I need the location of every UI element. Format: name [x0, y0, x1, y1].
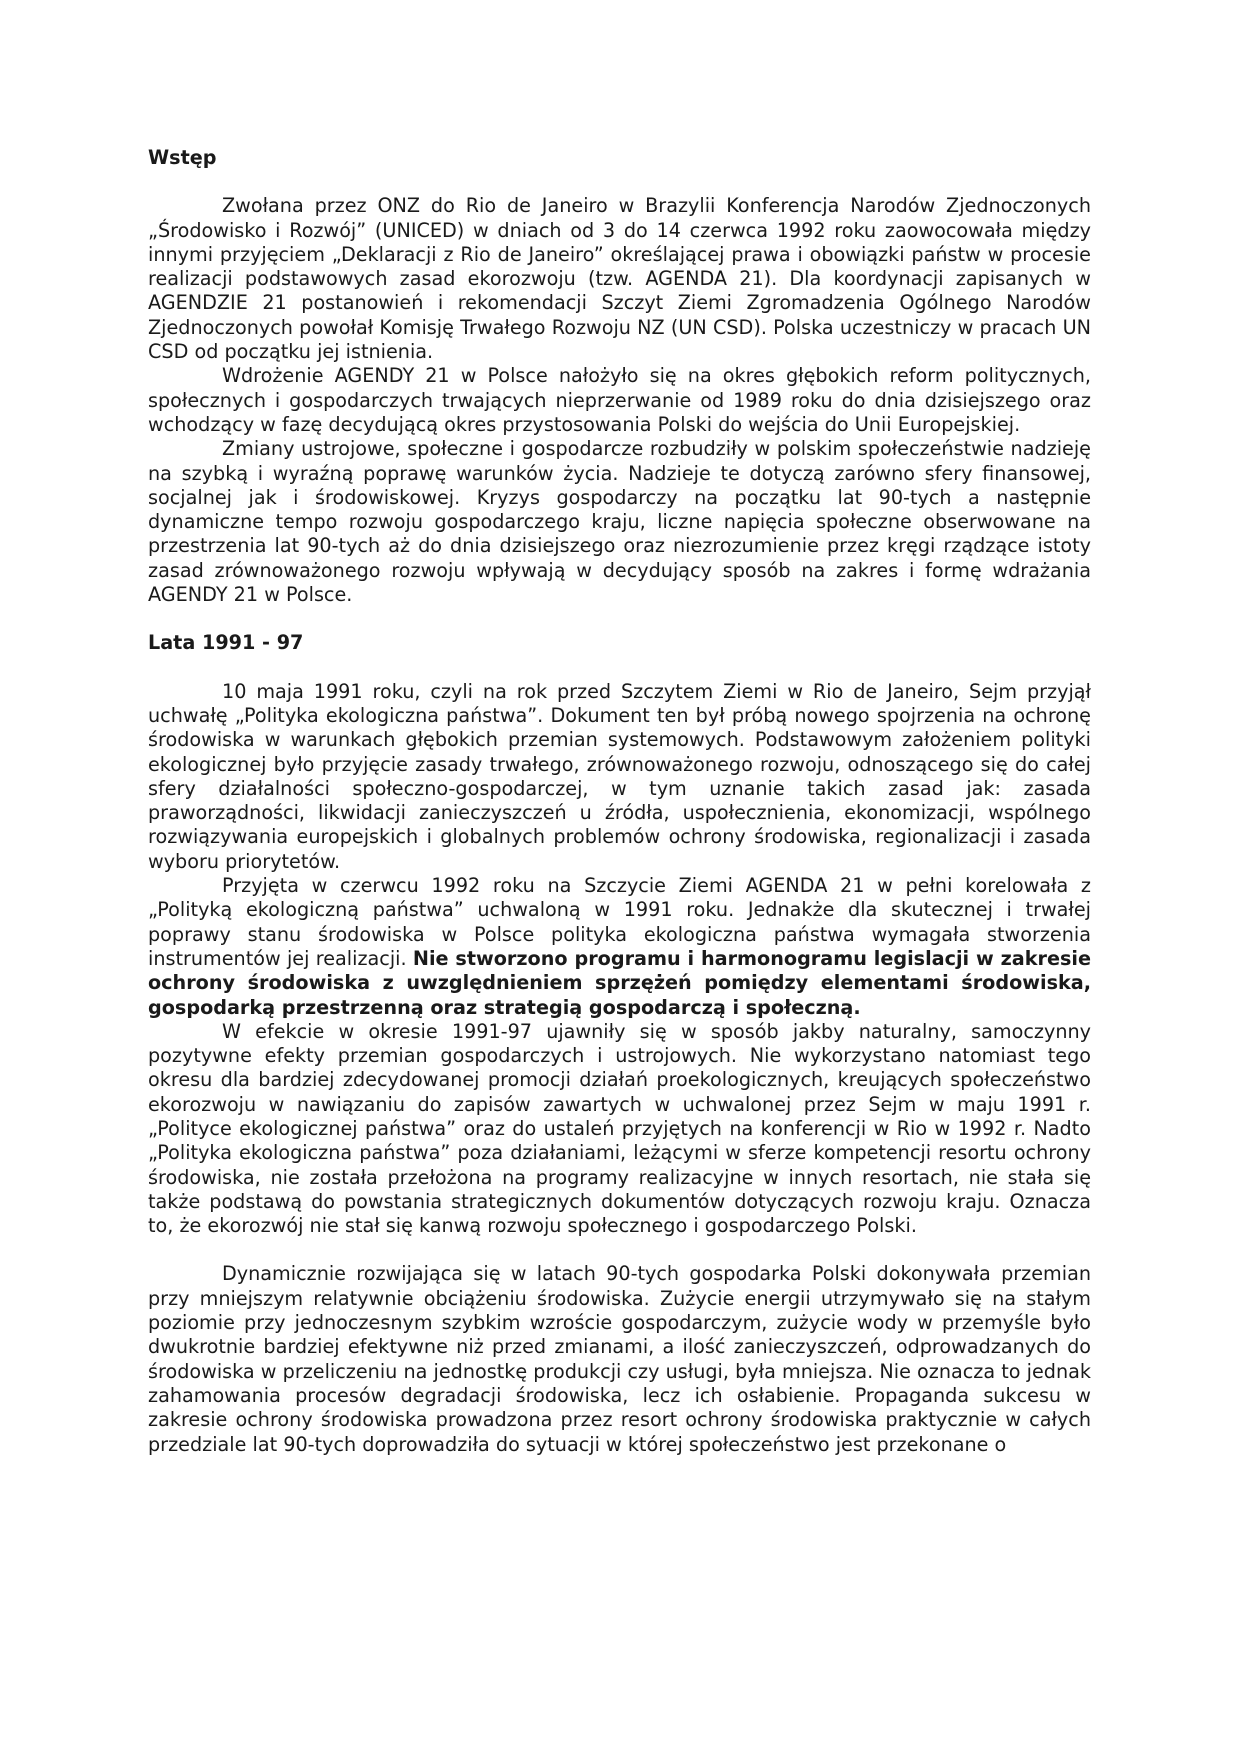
document-page — [148, 146, 1091, 1457]
paragraph-intro-3: Zmiany ustrojowe, społeczne i gospodarcze rozbudziły w polskim społeczeństwie nadzieję na szybką i wyraźną poprawę warunków życia. Nadzieje te dotyczą zarówno sfery finansowej, socjalnej jak i środowiskowej. Kryzys gospodarczy na początku lat 90-tych a następnie dynamiczne tempo rozwoju gospodarczego kraju, liczne napięcia społeczne obserwowane na przestrzenia lat 90-tych aż do dnia dzisiejszego oraz niezrozumienie przez kręgi rządzące istoty zasad zrównoważonego rozwoju wpływają w decydujący sposób na zakres i formę wdrażania AGENDY 21 w Polsce. — [148, 437, 1091, 607]
paragraph-1991-4: Dynamicznie rozwijająca się w latach 90-tych gospodarka Polski dokonywała przemian przy mniejszym relatywnie obciążeniu środowiska. Zużycie energii utrzymywało się na stałym poziomie przy jednoczesnym szybkim wzroście gospodarczym, zużycie wody w przemyśle było dwukrotnie bardziej efektywne niż przed zmianami, a ilość zanieczyszczeń, odprowadzanych do środowiska w przeliczeniu na jednostkę produkcji czy usługi, była mniejsza. Nie oznacza to jednak zahamowania procesów degradacji środowiska, lecz ich osłabienie. Propaganda sukcesu w zakresie ochrony środowiska prowadzona przez resort ochrony środowiska praktycznie w całych przedziale lat 90-tych doprowadziła do sytuacji w której społeczeństwo jest przekonane o — [148, 1262, 1091, 1456]
paragraph-intro-1: Zwołana przez ONZ do Rio de Janeiro w Brazylii Konferencja Narodów Zjednoczonych „Środowisko i Rozwój” (UNICED) w dniach od 3 do 14 czerwca 1992 roku zaowocowała między innymi przyjęciem „Deklaracji z Rio de Janeiro” określającej prawa i obowiązki państw w procesie realizacji podstawowych zasad ekorozwoju (tzw. AGENDA 21). Dla koordynacji zapisanych w AGENDZIE 21 postanowień i rekomendacji Szczyt Ziemi Zgromadzenia Ogólnego Narodów Zjednoczonych powołał Komisję Trwałego Rozwoju NZ (UN CSD). Polska uczestniczy w pracach UN CSD od początku jej istnienia. — [148, 194, 1091, 364]
paragraph-1991-2-bold-text: Nie stworzono programu i harmonogramu legislacji w zakresie ochrony środowiska z uwzględnieniem sprzężeń pomiędzy elementami środowiska, gospodarką przestrzenną oraz strategią gospodarczą i społeczną. — [148, 946, 1091, 1019]
paragraph-1991-2 — [148, 874, 1091, 1020]
paragraph-1991-2-text: Przyjęta w czerwcu 1992 roku na Szczycie Ziemi AGENDA 21 w pełni korelowała z „Polityką ekologiczną państwa” uchwaloną w 1991 roku. Jednakże dla skutecznej i trwałej poprawy stanu środowiska w Polsce polityka ekologiczna państwa wymagała stworzenia instrumentów jej realizacji. — [148, 874, 1091, 970]
paragraph-intro-2: Wdrożenie AGENDY 21 w Polsce nałożyło się na okres głębokich reform politycznych, społecznych i gospodarczych trwających nieprzerwanie od 1989 roku do dnia dzisiejszego oraz wchodzący w fazę decydującą okres przystosowania Polski do wejścia do Unii Europejskiej. — [148, 364, 1091, 436]
section-heading-intro: Wstęp — [148, 146, 217, 169]
paragraph-1991-1: 10 maja 1991 roku, czyli na rok przed Szczytem Ziemi w Rio de Janeiro, Sejm przyjął uchwałę „Polityka ekologiczna państwa”. Dokument ten był próbą nowego spojrzenia na ochronę środowiska w warunkach głębokich przemian systemowych. Podstawowym założeniem polityki ekologicznej było przyjęcie zasady trwałego, zrównoważonego rozwoju, odnoszącego się do całej sfery działalności społeczno-gospodarczej, w tym uznanie takich zasad jak: zasada praworządności, likwidacji zanieczyszczeń u źródła, uspołecznienia, ekonomizacji, wspólnego rozwiązywania europejskich i globalnych problemów ochrony środowiska, regionalizacji i zasada wyboru priorytetów. — [148, 679, 1091, 873]
section-heading-1991-97: Lata 1991 - 97 — [148, 631, 304, 655]
paragraph-1991-3: W efekcie w okresie 1991-97 ujawniły się w sposób jakby naturalny, samoczynny pozytywne efekty przemian gospodarczych i ustrojowych. Nie wykorzystano natomiast tego okresu dla bardziej zdecydowanej promocji działań proekologicznych, kreujących społeczeństwo ekorozwoju w nawiązaniu do zapisów zawartych w uchwalonej przez Sejm w maju 1991 r. „Polityce ekologicznej państwa” oraz do ustaleń przyjętych na konferencji w Rio w 1992 r. Nadto „Polityka ekologiczna państwa” poza działaniami, leżącymi w sferze kompetencji resortu ochrony środowiska, nie została przełożona na programy realizacyjne w innych resortach, nie stała się także podstawą do powstania strategicznych dokumentów dotyczących rozwoju kraju. Oznacza to, że ekorozwój nie stał się kanwą rozwoju społecznego i gospodarczego Polski. — [148, 1019, 1091, 1238]
